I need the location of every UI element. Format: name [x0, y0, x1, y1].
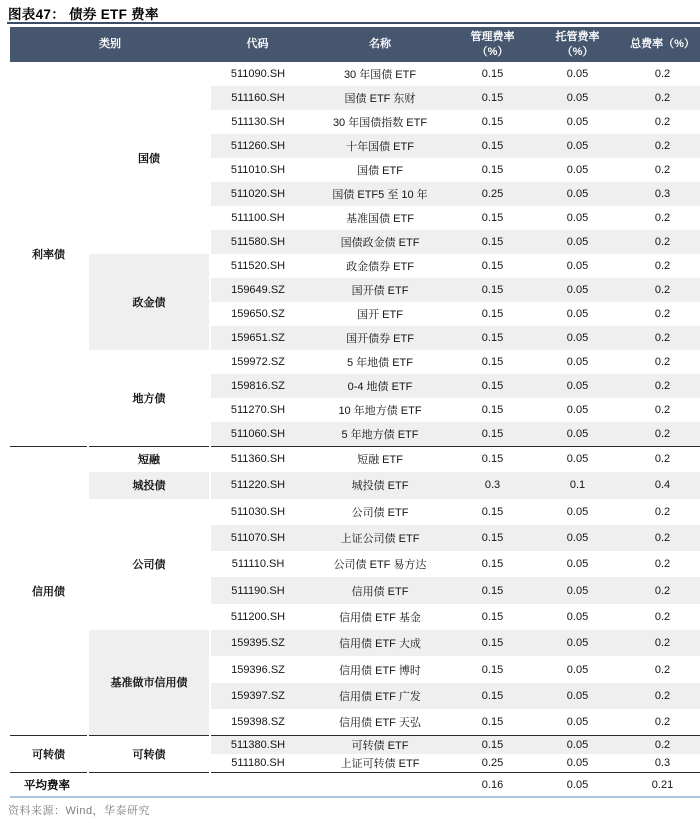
etf-code-cell: 159651.SZ: [210, 326, 305, 350]
etf-name-cell: 30 年国债 ETF: [343, 69, 417, 81]
etf-code-cell: 159398.SZ: [231, 715, 285, 728]
etf-name-cell: 公司债 ETF 易方达: [333, 559, 427, 572]
header-name: 名称: [369, 38, 391, 51]
custody-fee-cell: 0.05: [566, 453, 589, 466]
etf-name-cell: 国债 ETF: [357, 165, 403, 177]
etf-name-cell: 国债 ETF5 至 10 年: [305, 182, 455, 206]
etf-code-cell: 511160.SH: [210, 86, 305, 110]
total-fee-cell: 0.2: [654, 663, 671, 676]
custody-fee-cell: 0.05: [530, 326, 625, 350]
mgmt-fee-cell: 0.15: [481, 404, 504, 416]
total-fee-cell: 0.2: [625, 735, 700, 754]
total-fee-cell: 0.4: [625, 472, 700, 498]
etf-name-cell: 信用债 ETF 博时: [339, 664, 421, 677]
table-row: [10, 446, 700, 472]
etf-name-cell: 信用债 ETF 天弘: [339, 716, 421, 729]
average-fee-row: [10, 772, 700, 797]
total-fee-cell: 0.2: [625, 374, 700, 398]
header-custody-fee: [530, 27, 625, 62]
category-level1-cell: 利率债: [10, 62, 88, 446]
etf-code-cell: 511270.SH: [230, 404, 286, 416]
etf-code-cell: 511190.SH: [210, 577, 305, 603]
title-underline: [7, 22, 700, 24]
etf-code-cell: 159649.SZ: [210, 278, 305, 302]
mgmt-fee-cell: 0.15: [481, 715, 504, 728]
table-row: [10, 254, 700, 278]
etf-code-cell: 511010.SH: [230, 164, 286, 176]
etf-code-cell: 511200.SH: [230, 610, 286, 623]
mgmt-fee-cell: 0.15: [481, 558, 504, 571]
total-fee-cell: 0.2: [654, 260, 671, 272]
custody-fee-cell: 0.05: [566, 212, 589, 224]
total-fee-cell: 0.2: [654, 558, 671, 571]
header-row: [10, 27, 700, 62]
custody-fee-cell: 0.05: [530, 86, 625, 110]
custody-fee-cell: 0.05: [566, 356, 589, 368]
average-custody-fee-cell: 0.05: [566, 778, 589, 791]
mgmt-fee-cell: 0.15: [481, 260, 504, 272]
etf-name-cell: 基准国债 ETF: [346, 213, 414, 225]
header-custody-fee-line2: （%）: [561, 45, 594, 58]
mgmt-fee-cell: 0.15: [455, 230, 530, 254]
etf-name-cell: 国开债 ETF: [305, 278, 455, 302]
etf-name-cell: 10 年地方债 ETF: [338, 405, 422, 417]
etf-code-cell: 511520.SH: [230, 260, 286, 272]
category-level2-cell: 政金债: [88, 254, 210, 350]
table-header: [10, 27, 700, 62]
custody-fee-cell: 0.05: [566, 715, 589, 728]
total-fee-cell: 0.2: [654, 116, 671, 128]
etf-name-cell: 信用债 ETF 广发: [305, 683, 455, 709]
mgmt-fee-cell: 0.15: [455, 422, 530, 446]
mgmt-fee-cell: 0.15: [481, 610, 504, 623]
etf-name-cell: 城投债 ETF: [305, 472, 455, 498]
category-level2-cell: 城投债: [88, 472, 210, 498]
etf-name-cell: 可转债 ETF: [305, 735, 455, 754]
figure-title: 图表47： 债券 ETF 费率: [8, 7, 159, 22]
header-category: 类别: [99, 38, 121, 51]
mgmt-fee-cell: 0.15: [481, 505, 504, 518]
total-fee-cell: 0.2: [625, 577, 700, 603]
etf-name-cell: 信用债 ETF 大成: [305, 630, 455, 656]
etf-name-cell: 信用债 ETF: [305, 577, 455, 603]
etf-code-cell: 511100.SH: [231, 212, 285, 224]
category-level2-cell: 短融: [88, 446, 210, 472]
custody-fee-cell: 0.05: [566, 756, 589, 769]
category-level2-cell: 公司债: [88, 499, 210, 630]
mgmt-fee-cell: 0.15: [455, 525, 530, 551]
custody-fee-cell: 0.05: [530, 278, 625, 302]
total-fee-cell: 0.2: [625, 630, 700, 656]
etf-name-cell: 信用债 ETF 基金: [339, 611, 421, 624]
etf-code-cell: 159650.SZ: [231, 308, 285, 320]
custody-fee-cell: 0.05: [566, 404, 589, 416]
etf-code-cell: 511090.SH: [230, 68, 286, 80]
etf-name-cell: 上证可转债 ETF: [340, 757, 420, 770]
total-fee-cell: 0.2: [625, 86, 700, 110]
custody-fee-cell: 0.05: [566, 663, 589, 676]
header-custody-fee-line1: 托管费率: [555, 31, 600, 44]
custody-fee-cell: 0.05: [566, 505, 589, 518]
etf-name-cell: 短融 ETF: [357, 454, 403, 467]
etf-code-cell: 159397.SZ: [210, 683, 305, 709]
etf-name-cell: 0-4 地债 ETF: [305, 374, 455, 398]
table-row: [10, 499, 700, 525]
etf-name-cell: 5 年地债 ETF: [346, 357, 413, 369]
custody-fee-cell: 0.05: [530, 134, 625, 158]
total-fee-cell: 0.2: [654, 610, 671, 623]
total-fee-cell: 0.2: [654, 212, 671, 224]
total-fee-cell: 0.2: [654, 164, 671, 176]
table-row: [10, 735, 700, 754]
etf-code-cell: 511110.SH: [231, 558, 285, 571]
mgmt-fee-cell: 0.15: [481, 453, 504, 466]
etf-code-cell: 511020.SH: [210, 182, 305, 206]
category-level2-cell: 基准做市信用债: [88, 630, 210, 735]
header-mgmt-fee-line2: （%）: [476, 45, 509, 58]
etf-code-cell: 511360.SH: [230, 453, 286, 466]
custody-fee-cell: 0.05: [530, 182, 625, 206]
mgmt-fee-cell: 0.25: [481, 756, 504, 769]
mgmt-fee-cell: 0.15: [455, 326, 530, 350]
header-code: 代码: [246, 38, 269, 51]
mgmt-fee-cell: 0.15: [481, 116, 504, 128]
etf-name-cell: 国开 ETF: [357, 309, 403, 321]
custody-fee-cell: 0.05: [530, 683, 625, 709]
data-source-note: 资料来源：Wind，华泰研究: [8, 805, 151, 817]
etf-code-cell: 511220.SH: [210, 472, 305, 498]
average-name-cell: [305, 772, 455, 797]
custody-fee-cell: 0.1: [530, 472, 625, 498]
custody-fee-cell: 0.05: [530, 374, 625, 398]
total-fee-cell: 0.2: [625, 134, 700, 158]
mgmt-fee-cell: 0.15: [455, 630, 530, 656]
mgmt-fee-cell: 0.15: [455, 278, 530, 302]
header-mgmt-fee-line1: 管理费率: [470, 31, 515, 44]
mgmt-fee-cell: 0.15: [481, 356, 504, 368]
total-fee-cell: 0.2: [654, 308, 671, 320]
mgmt-fee-cell: 0.15: [481, 68, 504, 80]
custody-fee-cell: 0.05: [566, 308, 589, 320]
mgmt-fee-cell: 0.15: [481, 164, 504, 176]
custody-fee-cell: 0.05: [530, 422, 625, 446]
etf-name-cell: 国开债券 ETF: [305, 326, 455, 350]
mgmt-fee-cell: 0.15: [455, 374, 530, 398]
table-row: [10, 630, 700, 656]
custody-fee-cell: 0.05: [566, 116, 589, 128]
category-level2-cell: 国债: [88, 62, 210, 254]
etf-code-cell: 511030.SH: [230, 505, 286, 518]
etf-code-cell: 511260.SH: [210, 134, 305, 158]
etf-code-cell: 511580.SH: [210, 230, 305, 254]
total-fee-cell: 0.2: [654, 715, 671, 728]
etf-code-cell: 511180.SH: [231, 756, 285, 769]
table-row: [10, 472, 700, 498]
table-row: [10, 62, 700, 86]
etf-name-cell: 政金债券 ETF: [346, 261, 414, 273]
mgmt-fee-cell: 0.15: [481, 308, 504, 320]
total-fee-cell: 0.2: [654, 404, 671, 416]
total-fee-cell: 0.2: [625, 525, 700, 551]
category-level1-cell: 信用债: [10, 446, 88, 735]
etf-code-cell: 159972.SZ: [231, 356, 285, 368]
average-fee-label: 平均费率: [24, 779, 70, 792]
average-code-cell: [210, 772, 305, 797]
etf-code-cell: 159395.SZ: [210, 630, 305, 656]
etf-name-cell: 国债 ETF 东财: [305, 86, 455, 110]
total-fee-cell: 0.2: [625, 683, 700, 709]
mgmt-fee-cell: 0.15: [455, 683, 530, 709]
header-mgmt-fee: [455, 27, 530, 62]
etf-code-cell: 511380.SH: [210, 735, 305, 754]
average-mgmt-fee-cell: 0.16: [481, 778, 504, 791]
total-fee-cell: 0.2: [625, 326, 700, 350]
total-fee-cell: 0.2: [625, 230, 700, 254]
total-fee-cell: 0.3: [625, 182, 700, 206]
etf-code-cell: 511070.SH: [210, 525, 305, 551]
mgmt-fee-cell: 0.15: [455, 735, 530, 754]
mgmt-fee-cell: 0.15: [455, 577, 530, 603]
etf-code-cell: 511060.SH: [210, 422, 305, 446]
total-fee-cell: 0.2: [654, 505, 671, 518]
category-level2-cell: 地方债: [88, 350, 210, 446]
custody-fee-cell: 0.05: [566, 610, 589, 623]
total-fee-cell: 0.3: [654, 756, 671, 769]
bond-etf-fee-table: [10, 27, 700, 798]
etf-name-cell: 国债政金债 ETF: [305, 230, 455, 254]
custody-fee-cell: 0.05: [530, 525, 625, 551]
custody-fee-cell: 0.05: [530, 577, 625, 603]
table-row: [10, 350, 700, 374]
custody-fee-cell: 0.05: [566, 164, 589, 176]
etf-code-cell: 511130.SH: [231, 116, 285, 128]
mgmt-fee-cell: 0.15: [455, 134, 530, 158]
total-fee-cell: 0.2: [654, 453, 671, 466]
mgmt-fee-cell: 0.25: [455, 182, 530, 206]
fee-table-body: [10, 62, 700, 797]
etf-name-cell: 公司债 ETF: [351, 506, 409, 519]
etf-name-cell: 十年国债 ETF: [305, 134, 455, 158]
total-fee-cell: 0.2: [625, 278, 700, 302]
mgmt-fee-cell: 0.15: [481, 663, 504, 676]
etf-code-cell: 159396.SZ: [231, 663, 285, 676]
custody-fee-cell: 0.05: [566, 260, 589, 272]
total-fee-cell: 0.2: [654, 356, 671, 368]
mgmt-fee-cell: 0.3: [455, 472, 530, 498]
custody-fee-cell: 0.05: [566, 558, 589, 571]
mgmt-fee-cell: 0.15: [481, 212, 504, 224]
total-fee-cell: 0.2: [654, 68, 671, 80]
etf-name-cell: 30 年国债指数 ETF: [332, 117, 428, 129]
header-total-fee: 总费率（%）: [630, 38, 695, 51]
category-level2-cell: 可转债: [88, 735, 210, 772]
average-total-fee-cell: 0.21: [651, 778, 674, 791]
custody-fee-cell: 0.05: [566, 68, 589, 80]
etf-name-cell: 5 年地方债 ETF: [305, 422, 455, 446]
mgmt-fee-cell: 0.15: [455, 86, 530, 110]
custody-fee-cell: 0.05: [530, 230, 625, 254]
category-level1-cell: 可转债: [10, 735, 88, 772]
custody-fee-cell: 0.05: [530, 630, 625, 656]
etf-code-cell: 159816.SZ: [210, 374, 305, 398]
etf-name-cell: 上证公司债 ETF: [305, 525, 455, 551]
custody-fee-cell: 0.05: [530, 735, 625, 754]
total-fee-cell: 0.2: [625, 422, 700, 446]
